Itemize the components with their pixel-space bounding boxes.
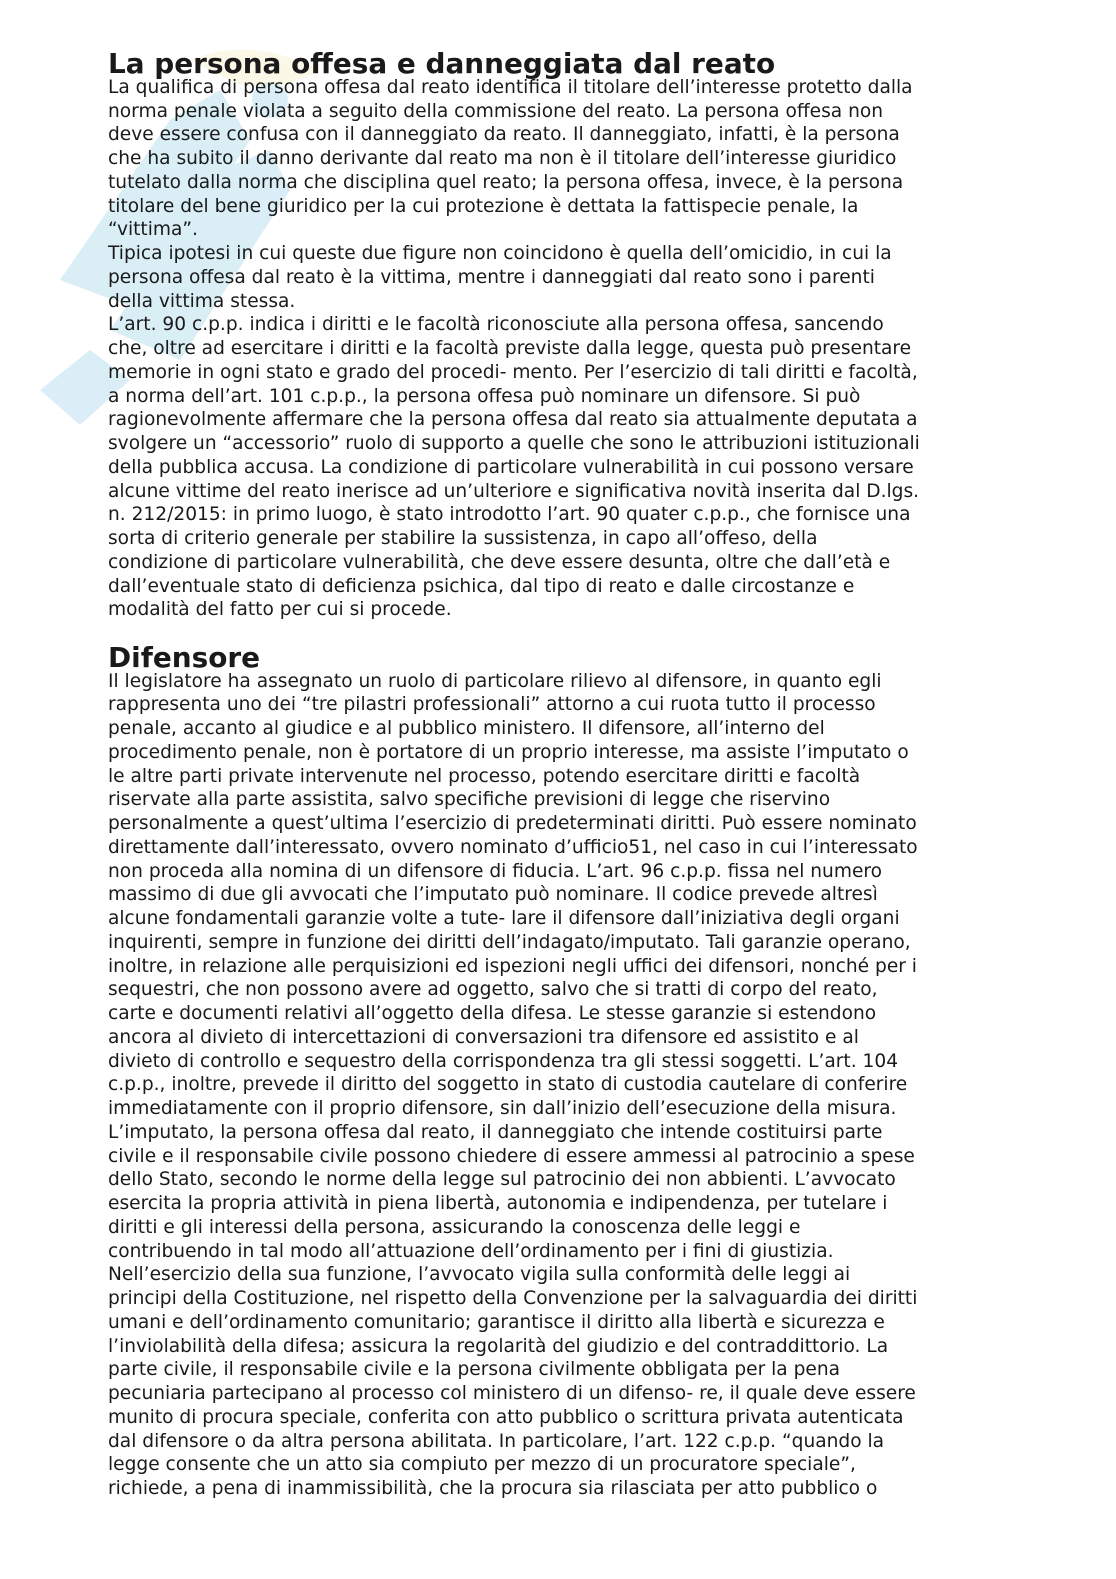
text-line: ragionevolmente affermare che la persona offesa dal reato sia attualmente deputata a [108, 409, 918, 431]
text-line: inoltre, in relazione alle perquisizioni ed ispezioni negli uffici dei difensori, nonché per i [108, 955, 917, 977]
text-line: “vittima”. [108, 219, 198, 241]
text-line: parte civile, il responsabile civile e la persona civilmente obbligata per la pena [108, 1359, 841, 1381]
text-line: non proceda alla nomina di un difensore di fiducia. L’art. 96 c.p.p. fissa nel numero [108, 860, 883, 882]
text-line: Il legislatore ha assegnato un ruolo di particolare rilievo al difensore, in quanto egli [108, 670, 882, 692]
text-line: n. 212/2015: in primo luogo, è stato introdotto l’art. 90 quater c.p.p., che fornisce una [108, 504, 911, 526]
text-line: l’inviolabilità della difesa; assicura la regolarità del giudizio e del contraddittorio. La [108, 1335, 889, 1357]
text-line: munito di procura speciale, conferita con atto pubblico o scrittura privata autenticata [108, 1406, 904, 1428]
text-line: procedimento penale, non è portatore di un proprio interesse, ma assiste l’imputato o [108, 741, 909, 763]
text-line: a norma dell’art. 101 c.p.p., la persona offesa può nominare un difensore. Si può [108, 385, 861, 407]
text-line: inquirenti, sempre in funzione dei diritti dell’indagato/imputato. Tali garanzie operano, [108, 931, 911, 953]
text-line: umani e dell’ordinamento comunitario; garantisce il diritto alla libertà e sicurezza e [108, 1311, 885, 1333]
document-body [108, 47, 1008, 1501]
section-persona-offesa [108, 47, 1008, 622]
section-difensore [108, 640, 1008, 1501]
section-title: Difensore [108, 640, 261, 674]
text-line: deve essere confusa con il danneggiato da reato. Il danneggiato, infatti, è la persona [108, 124, 900, 146]
text-line: penale, accanto al giudice e al pubblico ministero. Il difensore, all’interno del [108, 718, 825, 739]
text-line: che ha subito il danno derivante dal reato ma non è il titolare dell’interesse giuridico [108, 148, 897, 169]
text-line: memorie in ogni stato e grado del procedi- mento. Per l’esercizio di tali diritti e facoltà, [108, 361, 918, 383]
paragraph [108, 76, 1008, 242]
text-line: alcune fondamentali garanzie volte a tute- lare il difensore dall’iniziativa degli organi [108, 908, 900, 929]
text-line: della vittima stessa. [108, 290, 296, 312]
text-line: rappresenta uno dei “tre pilastri professionali” attorno a cui ruota tutto il processo [108, 694, 876, 716]
text-line: direttamente dall’interessato, ovvero nominato d’ufficio51, nel caso in cui l’interessato [108, 836, 918, 858]
text-line: personalmente a quest’ultima l’esercizio di predeterminati diritti. Può essere nominato [108, 813, 917, 834]
paragraph [108, 670, 1008, 1501]
text-line: principi della Costituzione, nel rispetto della Convenzione per la salvaguardia dei diritti [108, 1288, 918, 1309]
text-line: alcune vittime del reato inerisce ad un’ulteriore e significativa novità inserita dal D.lgs. [108, 480, 920, 502]
text-line: Tipica ipotesi in cui queste due figure non coincidono è quella dell’omicidio, in cui la [108, 243, 892, 264]
text-line: c.p.p., inoltre, prevede il diritto del soggetto in stato di custodia cautelare di conferire [108, 1074, 908, 1096]
text-line: contribuendo in tal modo all’attuazione dell’ordinamento per i fini di giustizia. [108, 1240, 834, 1262]
text-line: Nell’esercizio della sua funzione, l’avvocato vigila sulla conformità delle leggi ai [108, 1264, 851, 1286]
text-line: La qualifica di persona offesa dal reato identifica il titolare dell’interesse protetto dalla [108, 76, 913, 98]
paragraph [108, 313, 1008, 622]
text-line: dello Stato, secondo le norme della legge sul patrocinio dei non abbienti. L’avvocato [108, 1169, 896, 1191]
text-line: esercita la propria attività in piena libertà, autonomia e indipendenza, per tutelare i [108, 1193, 888, 1214]
section-title: La persona offesa e danneggiata dal reato [108, 47, 776, 80]
text-line: della pubblica accusa. La condizione di particolare vulnerabilità in cui possono versare [108, 456, 914, 478]
text-line: tutelato dalla norma che disciplina quel reato; la persona offesa, invece, è la persona [108, 171, 904, 193]
text-line: divieto di controllo e sequestro della corrispondenza tra gli stessi soggetti. L’art. 104 [108, 1050, 899, 1072]
text-line: civile e il responsabile civile possono chiedere di essere ammessi al patrocinio a spese [108, 1145, 915, 1167]
text-line: richiede, a pena di inammissibilità, che la procura sia rilasciata per atto pubblico o [108, 1478, 878, 1499]
text-line: modalità del fatto per cui si procede. [108, 599, 452, 621]
text-line: dal difensore o da altra persona abilitata. In particolare, l’art. 122 c.p.p. “quando la [108, 1430, 885, 1452]
text-line: carte e documenti relativi all’oggetto della difesa. Le stesse garanzie si estendono [108, 1003, 877, 1024]
text-line: svolgere un “accessorio” ruolo di supporto a quelle che sono le attribuzioni istituzionali [108, 433, 920, 454]
text-line: condizione di particolare vulnerabilità, che deve essere desunta, oltre che dall’età e [108, 551, 891, 573]
text-line: L’imputato, la persona offesa dal reato, il danneggiato che intende costituirsi parte [108, 1121, 883, 1143]
text-line: riservate alla parte assistita, salvo specifiche previsioni di legge che riservino [108, 789, 831, 811]
text-line: immediatamente con il proprio difensore, sin dall’inizio dell’esecuzione della misura. [108, 1098, 897, 1119]
text-line: le altre parti private intervenute nel processo, potendo esercitare diritti e facoltà [108, 765, 861, 787]
text-line: sequestri, che non possono avere ad oggetto, salvo che si tratti di corpo del reato, [108, 979, 878, 1001]
text-line: ancora al divieto di intercettazioni di conversazioni tra difensore ed assistito e al [108, 1026, 859, 1048]
text-line: dall’eventuale stato di deficienza psichica, dal tipo di reato e dalle circostanze e [108, 575, 855, 597]
text-line: persona offesa dal reato è la vittima, mentre i danneggiati dal reato sono i parenti [108, 266, 875, 288]
paragraph [108, 242, 1008, 313]
text-line: massimo di due gli avvocati che l’imputato può nominare. Il codice prevede altresì [108, 884, 878, 906]
text-line: L’art. 90 c.p.p. indica i diritti e le facoltà riconosciute alla persona offesa, sancendo [108, 314, 884, 336]
text-line: pecuniaria partecipano al processo col ministero di un difenso- re, il quale deve essere [108, 1383, 916, 1404]
text-line: titolare del bene giuridico per la cui protezione è dettata la fattispecie penale, la [108, 195, 859, 217]
text-line: sorta di criterio generale per stabilire la sussistenza, in capo all’offeso, della [108, 528, 818, 549]
text-line: diritti e gli interessi della persona, assicurando la conoscenza delle leggi e [108, 1216, 801, 1238]
text-line: norma penale violata a seguito della commissione del reato. La persona offesa non [108, 100, 884, 122]
text-line: che, oltre ad esercitare i diritti e la facoltà previste dalla legge, questa può presentare [108, 338, 912, 359]
text-line: legge consente che un atto sia compiuto per mezzo di un procuratore speciale”, [108, 1454, 856, 1476]
